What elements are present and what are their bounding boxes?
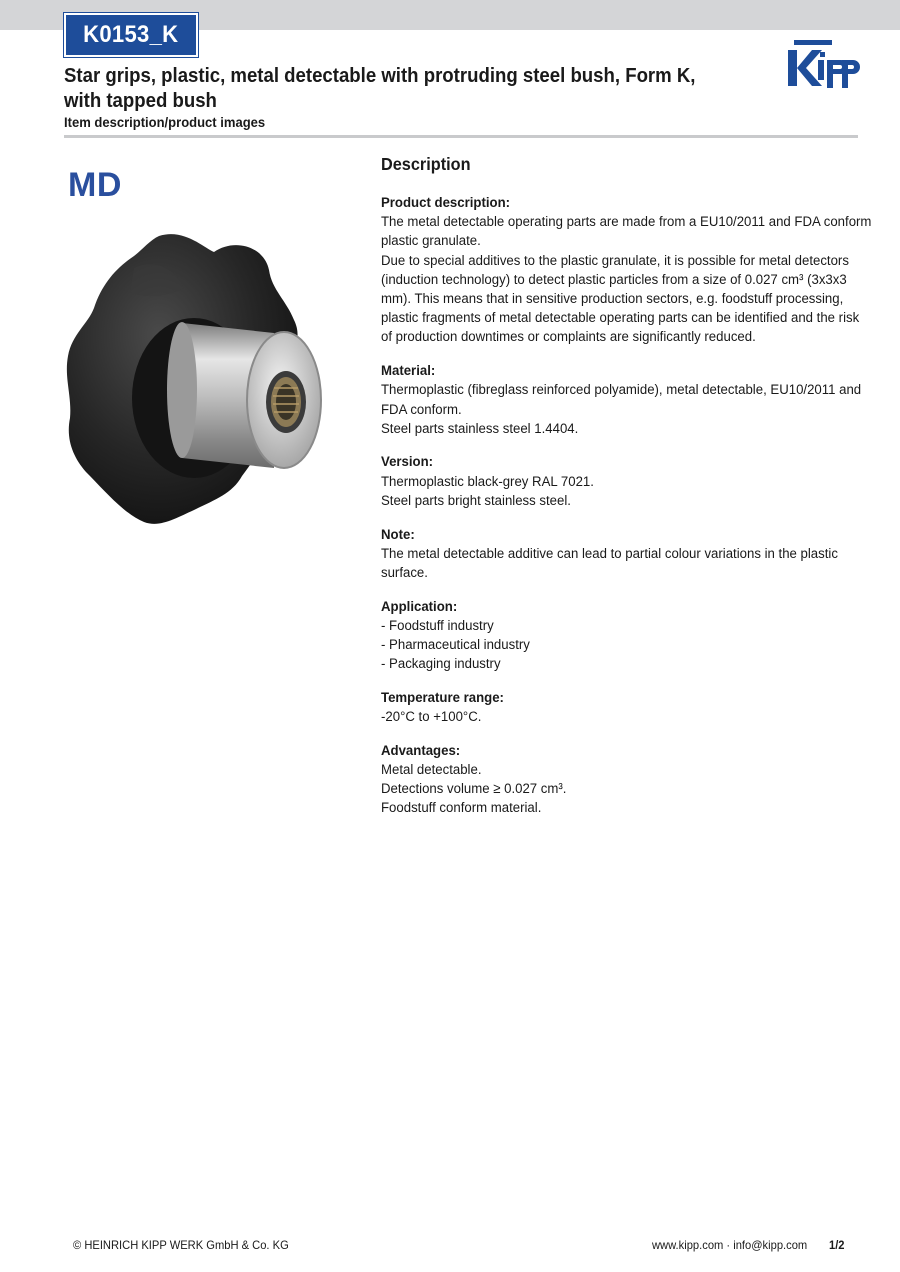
section-heading: Advantages:: [381, 742, 461, 759]
section-heading: Version:: [381, 454, 434, 471]
text-line: surface.: [381, 564, 428, 581]
text-line: plastic granulate.: [381, 233, 481, 250]
item-code-badge: K0153_K: [64, 13, 198, 57]
section-heading: Application:: [381, 598, 458, 615]
page-subtitle: Item description/product images: [64, 114, 266, 130]
title-line-2: with tapped bush: [64, 90, 217, 112]
page-title: [64, 64, 764, 114]
section-heading: Material:: [381, 363, 436, 380]
text-line: mm). This means that in sensitive production sectors, e.g. foodstuff processing,: [381, 291, 844, 308]
text-line: of production downtimes or complaints are significantly reduced.: [381, 329, 756, 346]
text-line: The metal detectable additive can lead to partial colour variations in the plastic: [381, 545, 838, 562]
section-heading: Note:: [381, 526, 415, 543]
star-grip-product-image: [64, 228, 326, 530]
footer-page-number: 1/2: [829, 1238, 845, 1252]
text-line: Foodstuff conform material.: [381, 800, 542, 817]
section-version: [381, 453, 861, 511]
text-line: Detections volume ≥ 0.027 cm³.: [381, 781, 567, 798]
section-application: [381, 598, 861, 675]
description-heading: Description: [381, 154, 471, 174]
text-line: Steel parts bright stainless steel.: [381, 492, 571, 509]
section-material: [381, 362, 861, 439]
text-line: Metal detectable.: [381, 762, 482, 779]
text-line: Thermoplastic (fibreglass reinforced polyamide), metal detectable, EU10/2011 and: [381, 382, 862, 399]
description-column: [381, 153, 872, 833]
section-advantages: [381, 742, 861, 819]
section-product-description: [381, 194, 872, 348]
text-line: FDA conform.: [381, 401, 462, 418]
section-temperature-range: [381, 689, 861, 727]
list-item: - Pharmaceutical industry: [381, 637, 530, 654]
md-label: MD: [68, 166, 122, 204]
kipp-logo: [784, 38, 860, 92]
footer-contact: www.kipp.com · info@kipp.com: [652, 1238, 808, 1252]
text-line: -20°C to +100°C.: [381, 709, 482, 726]
text-line: The metal detectable operating parts are made from a EU10/2011 and FDA conform: [381, 214, 872, 231]
footer-copyright: © HEINRICH KIPP WERK GmbH & Co. KG: [73, 1238, 289, 1252]
text-line: plastic fragments of metal detectable operating parts can be identified and the risk: [381, 310, 860, 327]
section-heading: Product description:: [381, 195, 511, 211]
text-line: Steel parts stainless steel 1.4404.: [381, 420, 579, 437]
text-line: (induction technology) to detect plastic particles from a size of 0.027 cm³ (3x3x3: [381, 271, 847, 288]
list-item: - Foodstuff industry: [381, 617, 494, 634]
header-divider: [64, 135, 858, 138]
text-line: Thermoplastic black-grey RAL 7021.: [381, 473, 594, 490]
text-line: Due to special additives to the plastic granulate, it is possible for metal detectors: [381, 252, 849, 269]
section-note: [381, 526, 861, 584]
list-item: - Packaging industry: [381, 656, 501, 673]
title-line-1: Star grips, plastic, metal detectable with protruding steel bush, Form K,: [64, 65, 696, 87]
section-heading: Temperature range:: [381, 689, 504, 706]
